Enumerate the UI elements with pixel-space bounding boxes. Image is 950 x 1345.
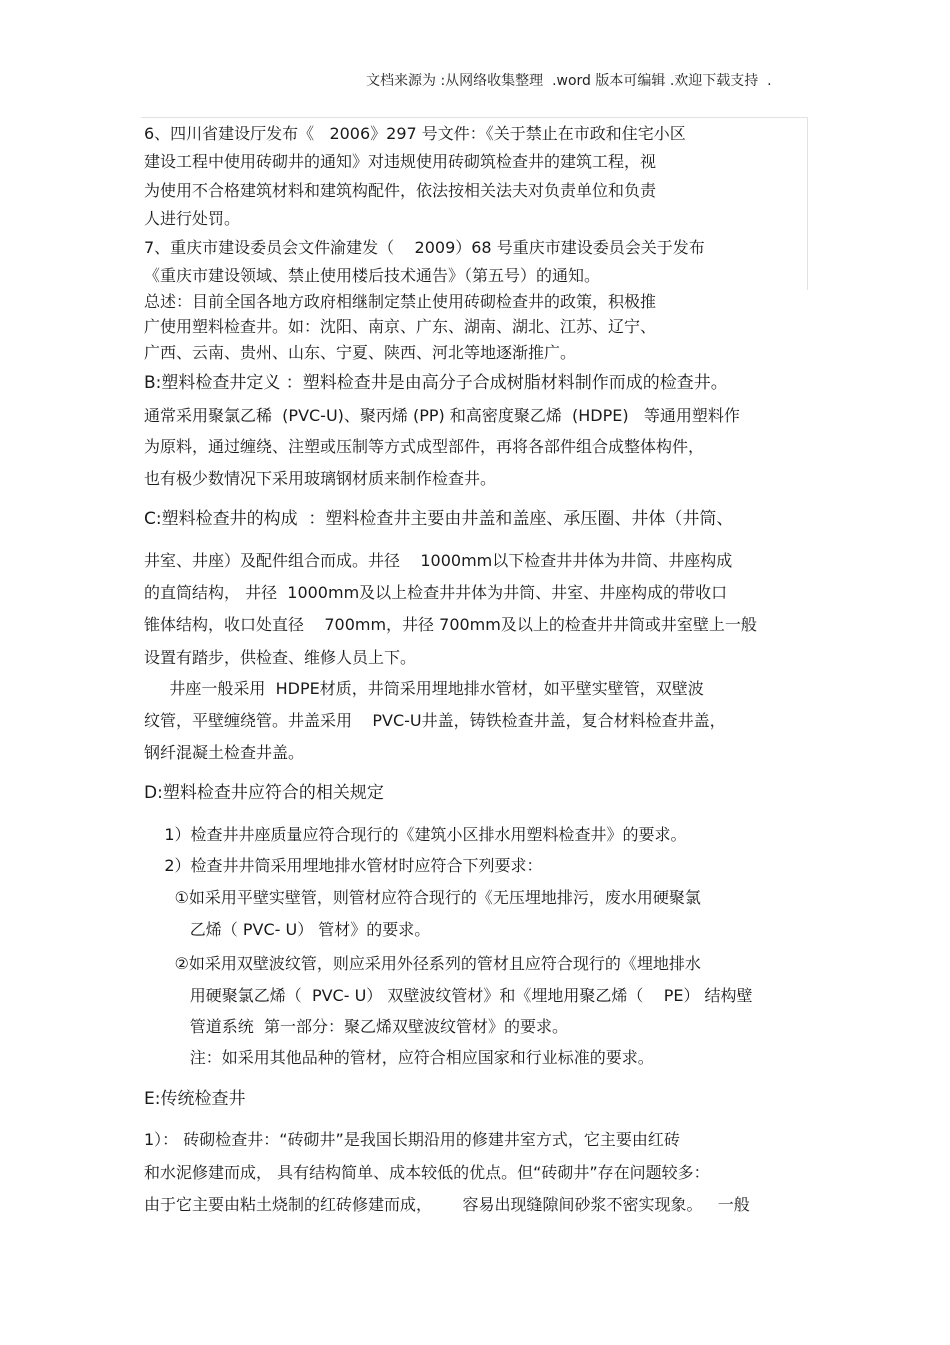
text-line: 由于它主要由粘土烧制的红砖修建而成， 容易出现缝隙间砂浆不密实现象。 一般 [144, 1195, 750, 1214]
list-item: ②如采用双壁波纹管，则应采用外径系列的管材且应符合现行的《埋地排水 [144, 954, 701, 973]
text-line: 钢纤混凝土检查井盖。 [144, 743, 305, 762]
page-header: 文档来源为 :从网络收集整理 .word 版本可编辑 .欢迎下载支持 . [366, 73, 772, 89]
text-line: 纹管，平壁缠绕管。井盖采用 PVC-U井盖，铸铁检查井盖，复合材料检查井盖， [144, 711, 726, 730]
text-line: 1）： 砖砌检查井：“砖砌井”是我国长期沿用的修建井室方式，它主要由红砖 [144, 1130, 680, 1149]
text-line: 设置有踏步，供检查、维修人员上下。 [144, 648, 417, 667]
text-line: 7、重庆市建设委员会文件渝建发（ 2009）68 号重庆市建设委员会关于发布 [144, 238, 705, 257]
text-line: 通常采用聚氯乙稀 (PVC-U)、聚丙烯 (PP) 和高密度聚乙烯 (HDPE) 等通用塑料作 [144, 406, 740, 425]
text-line: 乙烯（ PVC- U） 管材》的要求。 [144, 920, 431, 939]
list-item: ①如采用平壁实壁管，则管材应符合现行的《无压埋地排污，废水用硬聚氯 [144, 888, 701, 907]
text-line: 和水泥修建而成， 具有结构简单、成本较低的优点。但“砖砌井”存在问题较多： [144, 1163, 710, 1182]
note-line: 注：如采用其他品种的管材，应符合相应国家和行业标准的要求。 [144, 1048, 654, 1067]
list-item: 1）检查井井座质量应符合现行的《建筑小区排水用塑料检查井》的要求。 [144, 825, 687, 844]
text-line: 建设工程中使用砖砌井的通知》对违规使用砖砌筑检查井的建筑工程，视 [144, 152, 657, 171]
text-line: 广使用塑料检查井。如：沈阳、南京、广东、湖南、湖北、江苏、辽宁、 [144, 317, 657, 336]
text-line: 锥体结构，收口处直径 700mm，井径 700mm及以上的检查井井筒或井室壁上一般 [144, 615, 757, 634]
text-line: 广西、云南、贵州、山东、宁夏、陕西、河北等地逐渐推广。 [144, 343, 577, 362]
text-line: 6、四川省建设厅发布《 2006》297 号文件：《关于禁止在市政和住宅小区 [144, 124, 686, 143]
text-line: 井座一般采用 HDPE材质，井筒采用埋地排水管材，如平壁实壁管，双壁波 [144, 679, 704, 698]
section-d-heading: D:塑料检查井应符合的相关规定 [144, 783, 384, 803]
text-line: 总述：目前全国各地方政府相继制定禁止使用砖砌检查井的政策，积极推 [144, 292, 657, 311]
text-line: 的直筒结构， 井径 1000mm及以上检查井井体为井筒、井室、井座构成的带收口 [144, 583, 728, 602]
text-line: 也有极少数情况下采用玻璃钢材质来制作检查井。 [144, 469, 497, 488]
text-line: 为使用不合格建筑材料和建筑构配件，依法按相关法夫对负责单位和负责 [144, 181, 657, 200]
section-e-heading: E:传统检查井 [144, 1089, 246, 1109]
text-line: 井室、井座）及配件组合而成。井径 1000mm以下检查井井体为井筒、井座构成 [144, 551, 733, 570]
text-line: 管道系统 第一部分：聚乙烯双壁波纹管材》的要求。 [144, 1017, 568, 1036]
text-line: 为原料，通过缠绕、注塑或压制等方式成型部件，再将各部件组合成整体构件， [144, 437, 705, 456]
section-b-heading: B:塑料检查井定义 ：塑料检查井是由高分子合成树脂材料制作而成的检查井。 [144, 373, 728, 393]
section-c-heading: C:塑料检查井的构成 ：塑料检查井主要由井盖和盖座、承压圈、井体（井筒、 [144, 509, 734, 529]
list-item: 2）检查井井筒采用埋地排水管材时应符合下列要求： [144, 856, 543, 875]
text-line: 人进行处罚。 [144, 209, 241, 228]
text-line: 《重庆市建设领域、禁止使用楼后技术通告》（第五号）的通知。 [144, 266, 601, 285]
text-line: 用硬聚氯乙烯（ PVC- U） 双壁波纹管材》和《埋地用聚乙烯（ PE） 结构壁 [144, 986, 753, 1005]
